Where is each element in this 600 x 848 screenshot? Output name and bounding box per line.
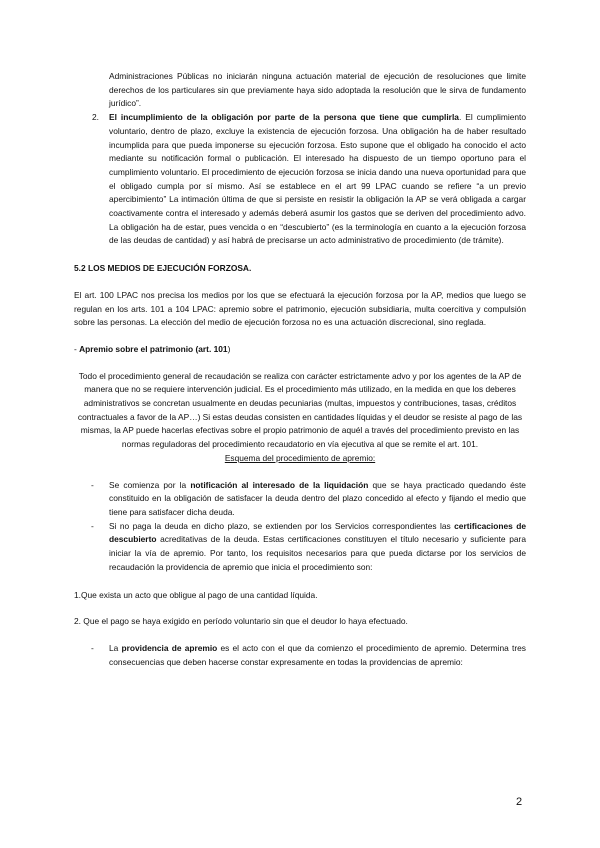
apremio-heading-prefix: -	[74, 343, 80, 354]
schema-title	[74, 452, 526, 466]
dash-marker: -	[91, 642, 94, 653]
apremio-heading-bold: Apremio sobre el patrimonio (art. 101	[79, 343, 228, 354]
bullet-2-post: acreditativas de la deuda. Estas certificaciones constituyen el título necesario y suficiente para iniciar la vía de apremio. Por tanto, los requisitos necesarios para que pueda dictarse por los servicios de recaudación la providencia de apremio que inicia el procedimiento son:	[109, 534, 526, 572]
bullet-2-bold: certificaciones de descubierto	[109, 520, 526, 545]
item-2-rest: . El cumplimiento voluntario, dentro de plazo, excluye la existencia de ejecución forzosa. Una obligación ha de haber resultado incumplida para que pueda imponerse su ejecución forzosa. Esto supone que el obligado ha conocido el acto mediante su notificación formal o publicación. El interesado ha dispuesto de un tiempo oportuno para el cumplimiento voluntario. El procedimiento de ejecución forzosa se inicia dando una nueva oportunidad para que el obligado cumpla por sí mismo. Así se establece en el art 99 LPAC cuando se refiere “a un previo apercibimiento” La intimación última de que si persiste en resistir la obligación la AP se verá obligada a cargar coactivamente contra el interesado y además deberá asumir los gastos que se deriven del procedimiento advo. La obligación ha de estar, pues vencida o en “descubierto” (es la terminología en cuanto a la ejecución forzosa de las deudas de cantidad) y así habrá de precisarse un acto administrativo de procedimiento (de trámite).	[109, 112, 526, 246]
bullet-2-pre: Si no paga la deuda en dicho plazo, se extienden por los Servicios correspondientes las	[109, 520, 455, 531]
bullet-notificacion	[74, 479, 526, 520]
apremio-heading-suffix: )	[227, 343, 231, 354]
dash-marker: -	[91, 479, 94, 490]
continued-quote-paragraph: Administraciones Públicas no iniciarán ninguna actuación material de ejecución de resoluciones que limite derechos de los particulares sin que previamente haya sido adoptada la resolución que le sirva de fundamento jurídico”.	[109, 71, 526, 109]
requirement-1: 1.Que exista un acto que obligue al pago de una cantidad líquida.	[74, 589, 318, 600]
bullet-3-text	[109, 642, 526, 669]
apremio-heading	[74, 343, 526, 357]
recaudacion-paragraph: Todo el procedimiento general de recaudación se realiza con carácter estrictamente advo y por los agentes de la AP de manera que no se requiere intervención judicial. Es el procedimiento más utilizado, en la medida en que los deberes administrativos se concretan usualmente en deudas pecuniarias (multas, impuestos y contribuciones, tasas, créditos contractuales a favor de la AP…) Si estas deudas consisten en cantidades líquidas y el deudor se resiste al pago de las mismas, la AP puede hacerlas efectivas sobre el propio patrimonio de aquél a través del procedimiento previsto en las normas reguladoras del procedimiento recaudatorio en vía ejecutiva al que se remite el art. 101.	[77, 370, 523, 450]
numbered-item-2	[74, 111, 526, 248]
dash-marker: -	[91, 520, 94, 531]
requirement-2: 2. Que el pago se haya exigido en período voluntario sin que el deudor lo haya efectuado.	[74, 616, 408, 627]
bullet-providencia	[74, 642, 526, 669]
bullet-3-bold: providencia de apremio	[121, 642, 218, 653]
bullet-3-pre: La	[109, 642, 122, 653]
page-content	[74, 70, 526, 669]
item-2-bold: El incumplimiento de la obligación por parte de la persona que tiene que cumplirla	[109, 112, 459, 123]
bullet-3-post: es el acto con el que da comienzo el procedimiento de apremio. Determina tres consecuencias que deben hacerse constar expresamente en todas la providencias de apremio:	[109, 642, 526, 667]
art100-paragraph: El art. 100 LPAC nos precisa los medios por los que se efectuará la ejecución forzosa por la AP, medios que luego se regulan en los arts. 101 a 104 LPAC: apremio sobre el patrimonio, ejecución subsidiaria, multa coercitiva y compulsión sobre las personas. La elección del medio de ejecución forzosa no es una actuación discrecional, sino reglada.	[74, 289, 526, 328]
bullet-certificaciones	[74, 520, 526, 575]
page-number: 2	[516, 796, 523, 808]
section-heading: 5.2 LOS MEDIOS DE EJECUCIÓN FORZOSA.	[74, 263, 252, 274]
item-number: 2.	[92, 112, 99, 123]
bullet-1-post: que se haya practicado quedando éste constituido en la obligación de satisfacer la deuda dentro del plazo concedido al efecto y fijando el medio que tiene para satisfacer dicha deuda.	[109, 479, 526, 517]
schema-title-text: Esquema del procedimiento de apremio:	[224, 452, 376, 463]
bullet-2-text	[109, 520, 526, 575]
bullet-1-bold: notificación al interesado de la liquidación	[190, 479, 369, 490]
bullet-1-pre: Se comienza por la	[109, 479, 191, 490]
item-2-text	[109, 111, 526, 248]
bullet-1-text	[109, 479, 526, 520]
